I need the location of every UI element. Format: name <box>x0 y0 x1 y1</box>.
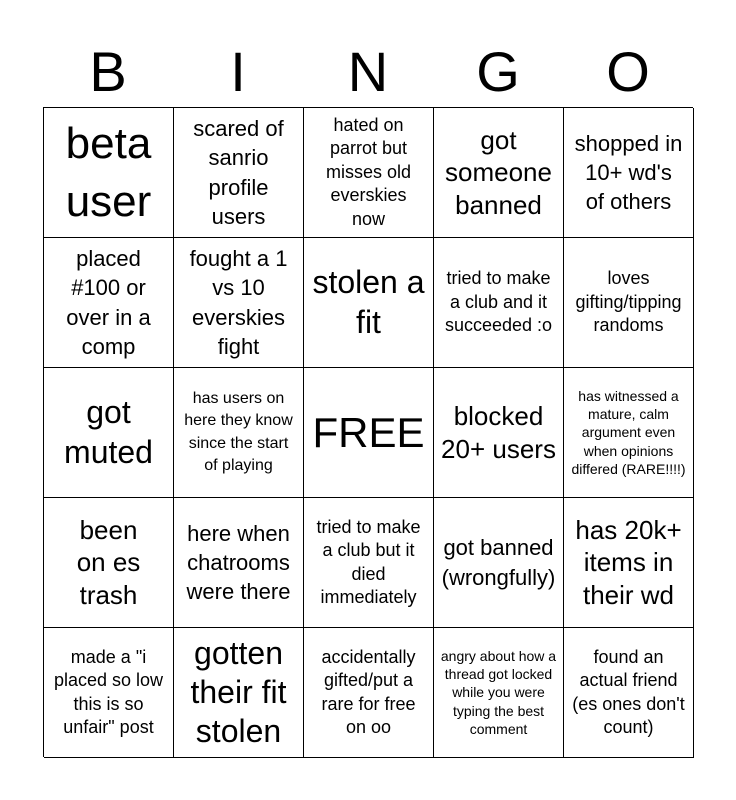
cell-text: been on es trash <box>76 514 141 610</box>
bingo-cell[interactable] <box>564 498 694 628</box>
bingo-cell[interactable] <box>44 108 174 238</box>
cell-text: stolen a fit <box>312 264 425 340</box>
free-space[interactable] <box>304 368 434 498</box>
cell-text: placed #100 or over in a comp <box>66 246 151 359</box>
header-letter-o: O <box>606 40 650 103</box>
cell-text: here when chatrooms were there <box>186 520 291 605</box>
bingo-cell[interactable] <box>44 498 174 628</box>
bingo-cell[interactable] <box>304 628 434 758</box>
cell-text: blocked 20+ users <box>441 401 556 464</box>
header-letter-g: G <box>476 40 520 103</box>
bingo-cell[interactable] <box>44 368 174 498</box>
bingo-cell[interactable] <box>304 238 434 368</box>
bingo-cell[interactable] <box>174 108 304 238</box>
bingo-cell[interactable] <box>434 368 564 498</box>
bingo-cell[interactable] <box>434 498 564 628</box>
bingo-cell[interactable] <box>174 628 304 758</box>
cell-text: got muted <box>64 394 153 470</box>
cell-text: angry about how a thread got locked while you were typing the best comment <box>440 648 557 737</box>
cell-text: loves gifting/tipping randoms <box>575 268 682 336</box>
bingo-card <box>43 107 693 757</box>
cell-text: FREE <box>312 408 425 456</box>
cell-text: scared of sanrio profile users <box>193 116 284 229</box>
cell-text: has witnessed a mature, calm argument even when opinions differed (RARE!!!!) <box>571 388 686 477</box>
bingo-cell[interactable] <box>564 238 694 368</box>
bingo-cell[interactable] <box>174 238 304 368</box>
header-letter-b: B <box>89 40 127 103</box>
cell-text: tried to make a club but it died immediately <box>316 516 421 607</box>
bingo-cell[interactable] <box>434 108 564 238</box>
bingo-cell[interactable] <box>304 498 434 628</box>
header-letter-n: N <box>347 40 389 103</box>
bingo-cell[interactable] <box>304 108 434 238</box>
bingo-cell[interactable] <box>564 368 694 498</box>
cell-text: got banned (wrongfully) <box>441 535 556 590</box>
cell-text: found an actual friend (es ones don't count) <box>572 646 685 737</box>
bingo-cell[interactable] <box>44 628 174 758</box>
cell-text: got someone banned <box>445 124 552 220</box>
bingo-cell[interactable] <box>434 238 564 368</box>
bingo-header <box>43 40 693 104</box>
cell-text: shopped in 10+ wd's of others <box>574 130 683 215</box>
bingo-cell[interactable] <box>434 628 564 758</box>
cell-text: beta user <box>65 119 152 226</box>
cell-text: made a "i placed so low this is so unfair" post <box>53 646 164 737</box>
cell-text: fought a 1 vs 10 everskies fight <box>189 246 288 359</box>
cell-text: hated on parrot but misses old everskies now <box>325 115 412 229</box>
cell-text: has 20k+ items in their wd <box>575 514 682 610</box>
bingo-cell[interactable] <box>564 628 694 758</box>
bingo-cell[interactable] <box>44 238 174 368</box>
bingo-cell[interactable] <box>174 368 304 498</box>
cell-text: tried to make a club and it succeeded :o <box>444 268 553 336</box>
bingo-cell[interactable] <box>174 498 304 628</box>
bingo-cell[interactable] <box>564 108 694 238</box>
cell-text: accidentally gifted/put a rare for free on oo <box>321 646 416 737</box>
cell-text: gotten their fit stolen <box>190 634 287 750</box>
cell-text: has users on here they know since the start of playing <box>184 389 293 474</box>
header-letter-i: I <box>230 40 246 103</box>
